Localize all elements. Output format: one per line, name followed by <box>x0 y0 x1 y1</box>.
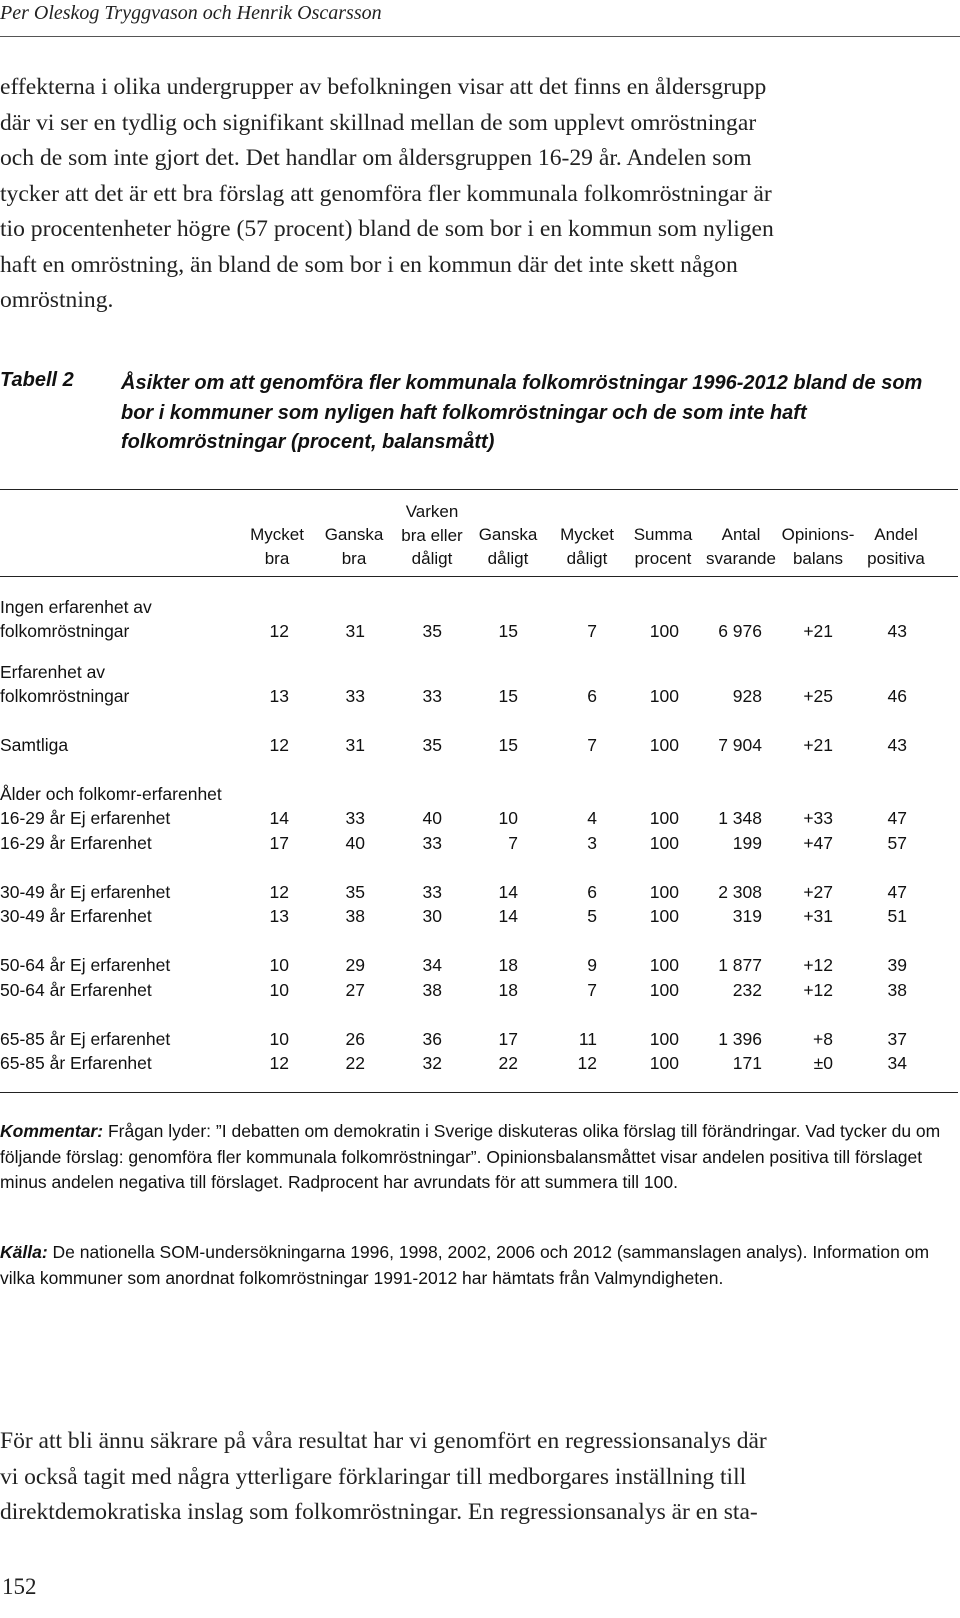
text-line: direktdemokratiska inslag som folkomröstningar. En regressionsanalys är en sta- <box>0 1499 758 1525</box>
text-line: tio procentenheter högre (57 procent) bland de som bor i en kommun som nyligen <box>0 216 774 242</box>
table-row-label: folkomröstningar <box>0 621 130 641</box>
table-cell: 7 <box>587 735 597 755</box>
table-cell: 14 <box>269 808 289 828</box>
table-cell: 30 <box>422 906 442 926</box>
table-cell: 31 <box>345 621 365 641</box>
column-header: Summa procent <box>633 525 693 568</box>
table-cell: +21 <box>803 621 833 641</box>
table-row-label: 65-85 år Erfarenhet <box>0 1053 152 1073</box>
column-header: Antal svarande <box>706 525 776 568</box>
table-cell: 100 <box>649 1029 679 1049</box>
table-cell: +21 <box>803 735 833 755</box>
column-header: Ganska bra <box>324 525 384 568</box>
table-cell: 33 <box>422 833 442 853</box>
table-cell: 4 <box>587 808 597 828</box>
table-cell: 22 <box>345 1053 365 1073</box>
column-header: Mycket dåligt <box>560 525 614 568</box>
table-cell: 100 <box>649 882 679 902</box>
table-cell: 6 <box>587 686 597 706</box>
source-label: Källa: <box>0 1242 48 1262</box>
table-label: Tabell 2 <box>0 369 74 391</box>
table-cell: 100 <box>649 906 679 926</box>
table-cell: 46 <box>887 686 907 706</box>
table-cell: 100 <box>649 621 679 641</box>
table-cell: 3 <box>587 833 597 853</box>
table-cell: 199 <box>732 833 762 853</box>
table-cell: 232 <box>732 980 762 1000</box>
table-title: Åsikter om att genomföra fler kommunala folkomröstningar 1996-2012 bland de som bor i kommuner som nyligen haft folkomröstningar och de som inte haft folkomröstningar (procent, balansmått) <box>121 372 923 453</box>
table-cell: 34 <box>887 1053 907 1073</box>
table-top-rule <box>0 489 958 490</box>
table-cell: +12 <box>803 955 833 975</box>
table-cell: 14 <box>498 882 518 902</box>
table-cell: 100 <box>649 980 679 1000</box>
table-cell: 33 <box>422 882 442 902</box>
table-cell: 39 <box>887 955 907 975</box>
table-cell: 928 <box>732 686 762 706</box>
table-cell: 9 <box>587 955 597 975</box>
text-line: För att bli ännu säkrare på våra resultat har vi genomfört en regressionsanalys där <box>0 1428 767 1454</box>
table-cell: 171 <box>732 1053 762 1073</box>
table-cell: 7 <box>508 833 518 853</box>
table-cell: 100 <box>649 833 679 853</box>
table-cell: +47 <box>803 833 833 853</box>
table-cell: 1 877 <box>718 955 762 975</box>
text-line: effekterna i olika undergrupper av befolkningen visar att det finns en åldersgrupp <box>0 74 767 100</box>
row-label: Erfarenhet av <box>0 662 106 682</box>
row-label: Ålder och folkomr-erfarenhet <box>0 784 222 804</box>
table-cell: +8 <box>813 1029 833 1049</box>
column-header: Ganska dåligt <box>478 525 538 568</box>
table-cell: 34 <box>422 955 442 975</box>
table-cell: 15 <box>498 621 518 641</box>
table-cell: 7 904 <box>718 735 762 755</box>
table-cell: 100 <box>649 955 679 975</box>
table-cell: 12 <box>269 1053 289 1073</box>
table-cell: 38 <box>887 980 907 1000</box>
running-head: Per Oleskog Tryggvason och Henrik Oscarsson <box>0 2 382 24</box>
table-cell: 32 <box>422 1053 442 1073</box>
source-text: De nationella SOM-undersökningarna 1996, 1998, 2002, 2006 och 2012 (sammanslagen analys). Information om vilka kommuner som anordnat folkomröstningar 1991-2012 har hämtats från Valmyndigheten. <box>0 1242 930 1288</box>
table-cell: 36 <box>422 1029 442 1049</box>
table-cell: 27 <box>345 980 365 1000</box>
table-row-label: 16-29 år Ej erfarenhet <box>0 808 171 828</box>
table-cell: 51 <box>887 906 907 926</box>
table-cell: 6 <box>587 882 597 902</box>
table-cell: 319 <box>732 906 762 926</box>
table-cell: 11 <box>578 1029 597 1049</box>
text-line: tycker att det är ett bra förslag att genomföra fler kommunala folkomröstningar är <box>0 180 772 207</box>
body-paragraph-1 <box>0 70 958 319</box>
table-cell: 13 <box>269 906 289 926</box>
table-cell: 100 <box>649 735 679 755</box>
text-line: och de som inte gjort det. Det handlar om åldersgruppen 16-29 år. Andelen som <box>0 145 752 171</box>
table-cell: 33 <box>345 686 365 706</box>
table-cell: +27 <box>803 882 833 902</box>
table-cell: 1 396 <box>718 1029 762 1049</box>
comment-label: Kommentar: <box>0 1121 104 1141</box>
table-cell: 38 <box>422 980 442 1000</box>
column-header: Andel positiva <box>867 525 925 568</box>
header-divider <box>0 36 960 37</box>
table-row-label: 30-49 år Ej erfarenhet <box>0 882 171 902</box>
table-cell: 13 <box>269 686 289 706</box>
table-cell: +31 <box>803 906 833 926</box>
table-cell: 5 <box>587 906 597 926</box>
table-header-rule <box>0 576 958 577</box>
table-row-label: folkomröstningar <box>0 686 130 706</box>
table-cell: 43 <box>887 621 907 641</box>
text-line: vi också tagit med några ytterligare förklaringar till medborgares inställning till <box>0 1463 747 1490</box>
table-cell: 100 <box>649 808 679 828</box>
table-cell: 26 <box>345 1029 365 1049</box>
table-cell: 12 <box>269 882 289 902</box>
table-cell: 57 <box>887 833 907 853</box>
table-cell: 15 <box>498 735 518 755</box>
table-row-label: 16-29 år Erfarenhet <box>0 833 152 853</box>
text-line: omröstning. <box>0 287 114 313</box>
table-cell: 35 <box>345 882 365 902</box>
table-bottom-rule <box>0 1092 958 1093</box>
table-cell: 12 <box>269 621 289 641</box>
table-source <box>0 1240 958 1291</box>
table-cell: 12 <box>269 735 289 755</box>
table-cell: 12 <box>577 1053 597 1073</box>
table-comment <box>0 1119 958 1196</box>
table-cell: 47 <box>887 808 907 828</box>
table-cell: 22 <box>498 1053 518 1073</box>
table-cell: 2 308 <box>718 882 762 902</box>
page-number: 152 <box>2 1574 37 1599</box>
column-header: Mycket bra <box>250 525 304 568</box>
body-paragraph-2 <box>0 1424 958 1531</box>
table-cell: 100 <box>649 1053 679 1073</box>
text-line: där vi ser en tydlig och signifikant skillnad mellan de som upplevt omröstningar <box>0 109 757 136</box>
table-cell: 10 <box>269 955 289 975</box>
table-cell: 7 <box>587 621 597 641</box>
table-cell: 1 348 <box>718 808 762 828</box>
table-cell: +33 <box>803 808 833 828</box>
column-header: Opinions- balans <box>781 525 855 568</box>
table-cell: 10 <box>269 980 289 1000</box>
table-cell: 18 <box>498 980 518 1000</box>
table-row-label: 65-85 år Ej erfarenhet <box>0 1029 171 1049</box>
table-cell: 33 <box>345 808 365 828</box>
table-row-label: 30-49 år Erfarenhet <box>0 906 152 926</box>
table-cell: 6 976 <box>718 621 762 641</box>
table-cell: 47 <box>887 882 907 902</box>
table-cell: 10 <box>269 1029 289 1049</box>
table-cell: 15 <box>498 686 518 706</box>
table-cell: 29 <box>345 955 365 975</box>
table-cell: 35 <box>422 621 442 641</box>
table-cell: 17 <box>498 1029 518 1049</box>
table-cell: 10 <box>498 808 518 828</box>
table-cell: 43 <box>887 735 907 755</box>
table-cell: ±0 <box>813 1053 833 1073</box>
table-cell: 35 <box>422 735 442 755</box>
table-row-label: 50-64 år Ej erfarenhet <box>0 955 171 975</box>
table-cell: 100 <box>649 686 679 706</box>
text-line: haft en omröstning, än bland de som bor i en kommun där det inte skett någon <box>0 251 738 278</box>
table-cell: 14 <box>498 906 518 926</box>
table-cell: +12 <box>803 980 833 1000</box>
table-cell: 17 <box>269 833 289 853</box>
row-label: Ingen erfarenhet av <box>0 597 152 617</box>
table-cell: 40 <box>422 808 442 828</box>
table-cell: 37 <box>887 1029 907 1049</box>
column-header: Varken bra eller dåligt <box>401 502 463 568</box>
table-cell: 31 <box>345 735 365 755</box>
table-cell: +25 <box>803 686 833 706</box>
table-row-label: Samtliga <box>0 735 69 755</box>
table-cell: 7 <box>587 980 597 1000</box>
table-cell: 33 <box>422 686 442 706</box>
table-cell: 18 <box>498 955 518 975</box>
table-cell: 40 <box>345 833 365 853</box>
table-cell: 38 <box>345 906 365 926</box>
comment-text: Frågan lyder: ”I debatten om demokratin i Sverige diskuteras olika förslag till förändringar. Vad tycker du om följande förslag: genomföra fler kommunala folkomröstningar”. Opinionsbalansmåttet visar andelen positiva till förslaget minus andelen negativa till förslaget. Radprocent har avrundats för att summera till 100. <box>0 1121 941 1192</box>
table-row-label: 50-64 år Erfarenhet <box>0 980 152 1000</box>
